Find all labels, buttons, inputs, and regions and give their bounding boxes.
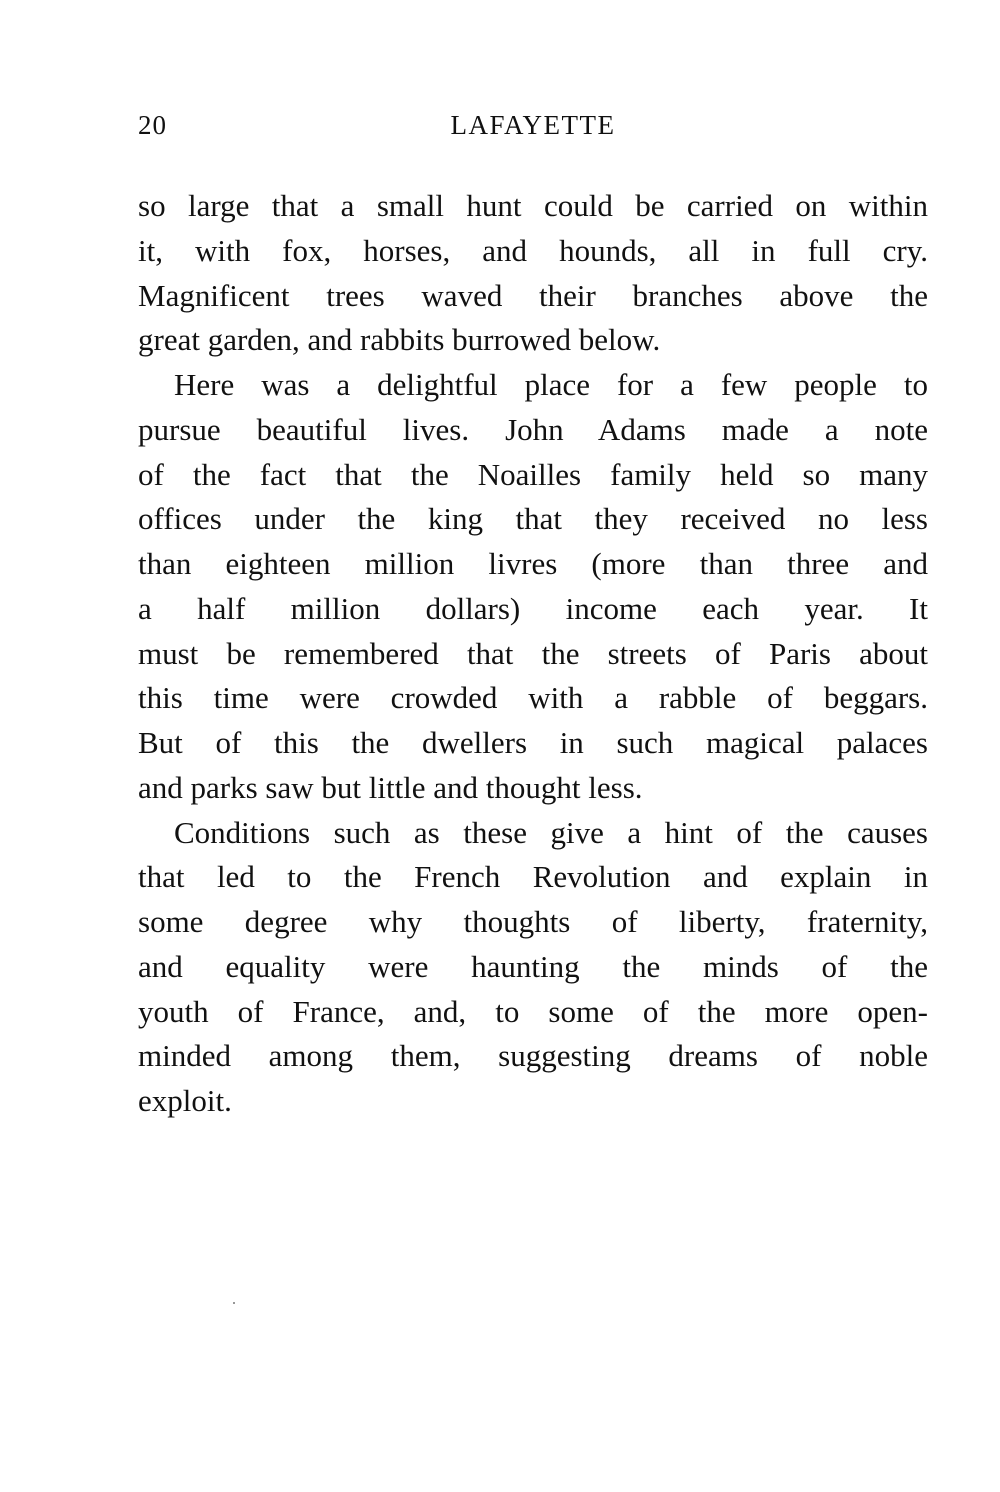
text-line: of the fact that the Noailles family held so many: [138, 456, 928, 492]
text-line: Here was a delightful place for a few people to: [174, 367, 928, 402]
text-line: that led to the French Revolution and explain in: [138, 859, 928, 895]
text-line: and equality were haunting the minds of the: [138, 948, 928, 984]
running-title: LAFAYETTE: [450, 110, 616, 140]
text-line: But of this the dwellers in such magical palaces: [138, 725, 928, 760]
text-line: so large that a small hunt could be carried on within: [138, 188, 928, 223]
ink-speck: [233, 1302, 235, 1304]
text-line: this time were crowded with a rabble of beggars.: [138, 680, 928, 716]
running-head: [138, 110, 928, 150]
text-line: a half million dollars) income each year. It: [138, 590, 928, 626]
text-line: exploit.: [138, 1083, 232, 1118]
text-line: must be remembered that the streets of Paris about: [138, 635, 928, 671]
paragraph-2: [138, 363, 928, 811]
text-line: youth of France, and, to some of the more open-: [138, 993, 928, 1029]
body-text: [138, 184, 928, 1124]
text-line: pursue beautiful lives. John Adams made a note: [138, 411, 928, 447]
text-line: great garden, and rabbits burrowed below.: [138, 322, 661, 358]
text-line: it, with fox, horses, and hounds, all in full cry.: [138, 232, 928, 268]
text-line: than eighteen million livres (more than three and: [138, 546, 928, 581]
paragraph-3: [138, 811, 928, 1124]
text-line: and parks saw but little and thought less.: [138, 769, 643, 805]
page-number: 20: [138, 110, 167, 140]
text-line: offices under the king that they received no less: [138, 501, 928, 537]
text-line: Conditions such as these give a hint of the causes: [174, 814, 928, 850]
text-line: some degree why thoughts of liberty, fraternity,: [138, 904, 928, 939]
text-line: minded among them, suggesting dreams of noble: [138, 1038, 928, 1074]
text-line: Magnificent trees waved their branches above the: [138, 277, 928, 313]
paragraph-1: [138, 184, 928, 363]
